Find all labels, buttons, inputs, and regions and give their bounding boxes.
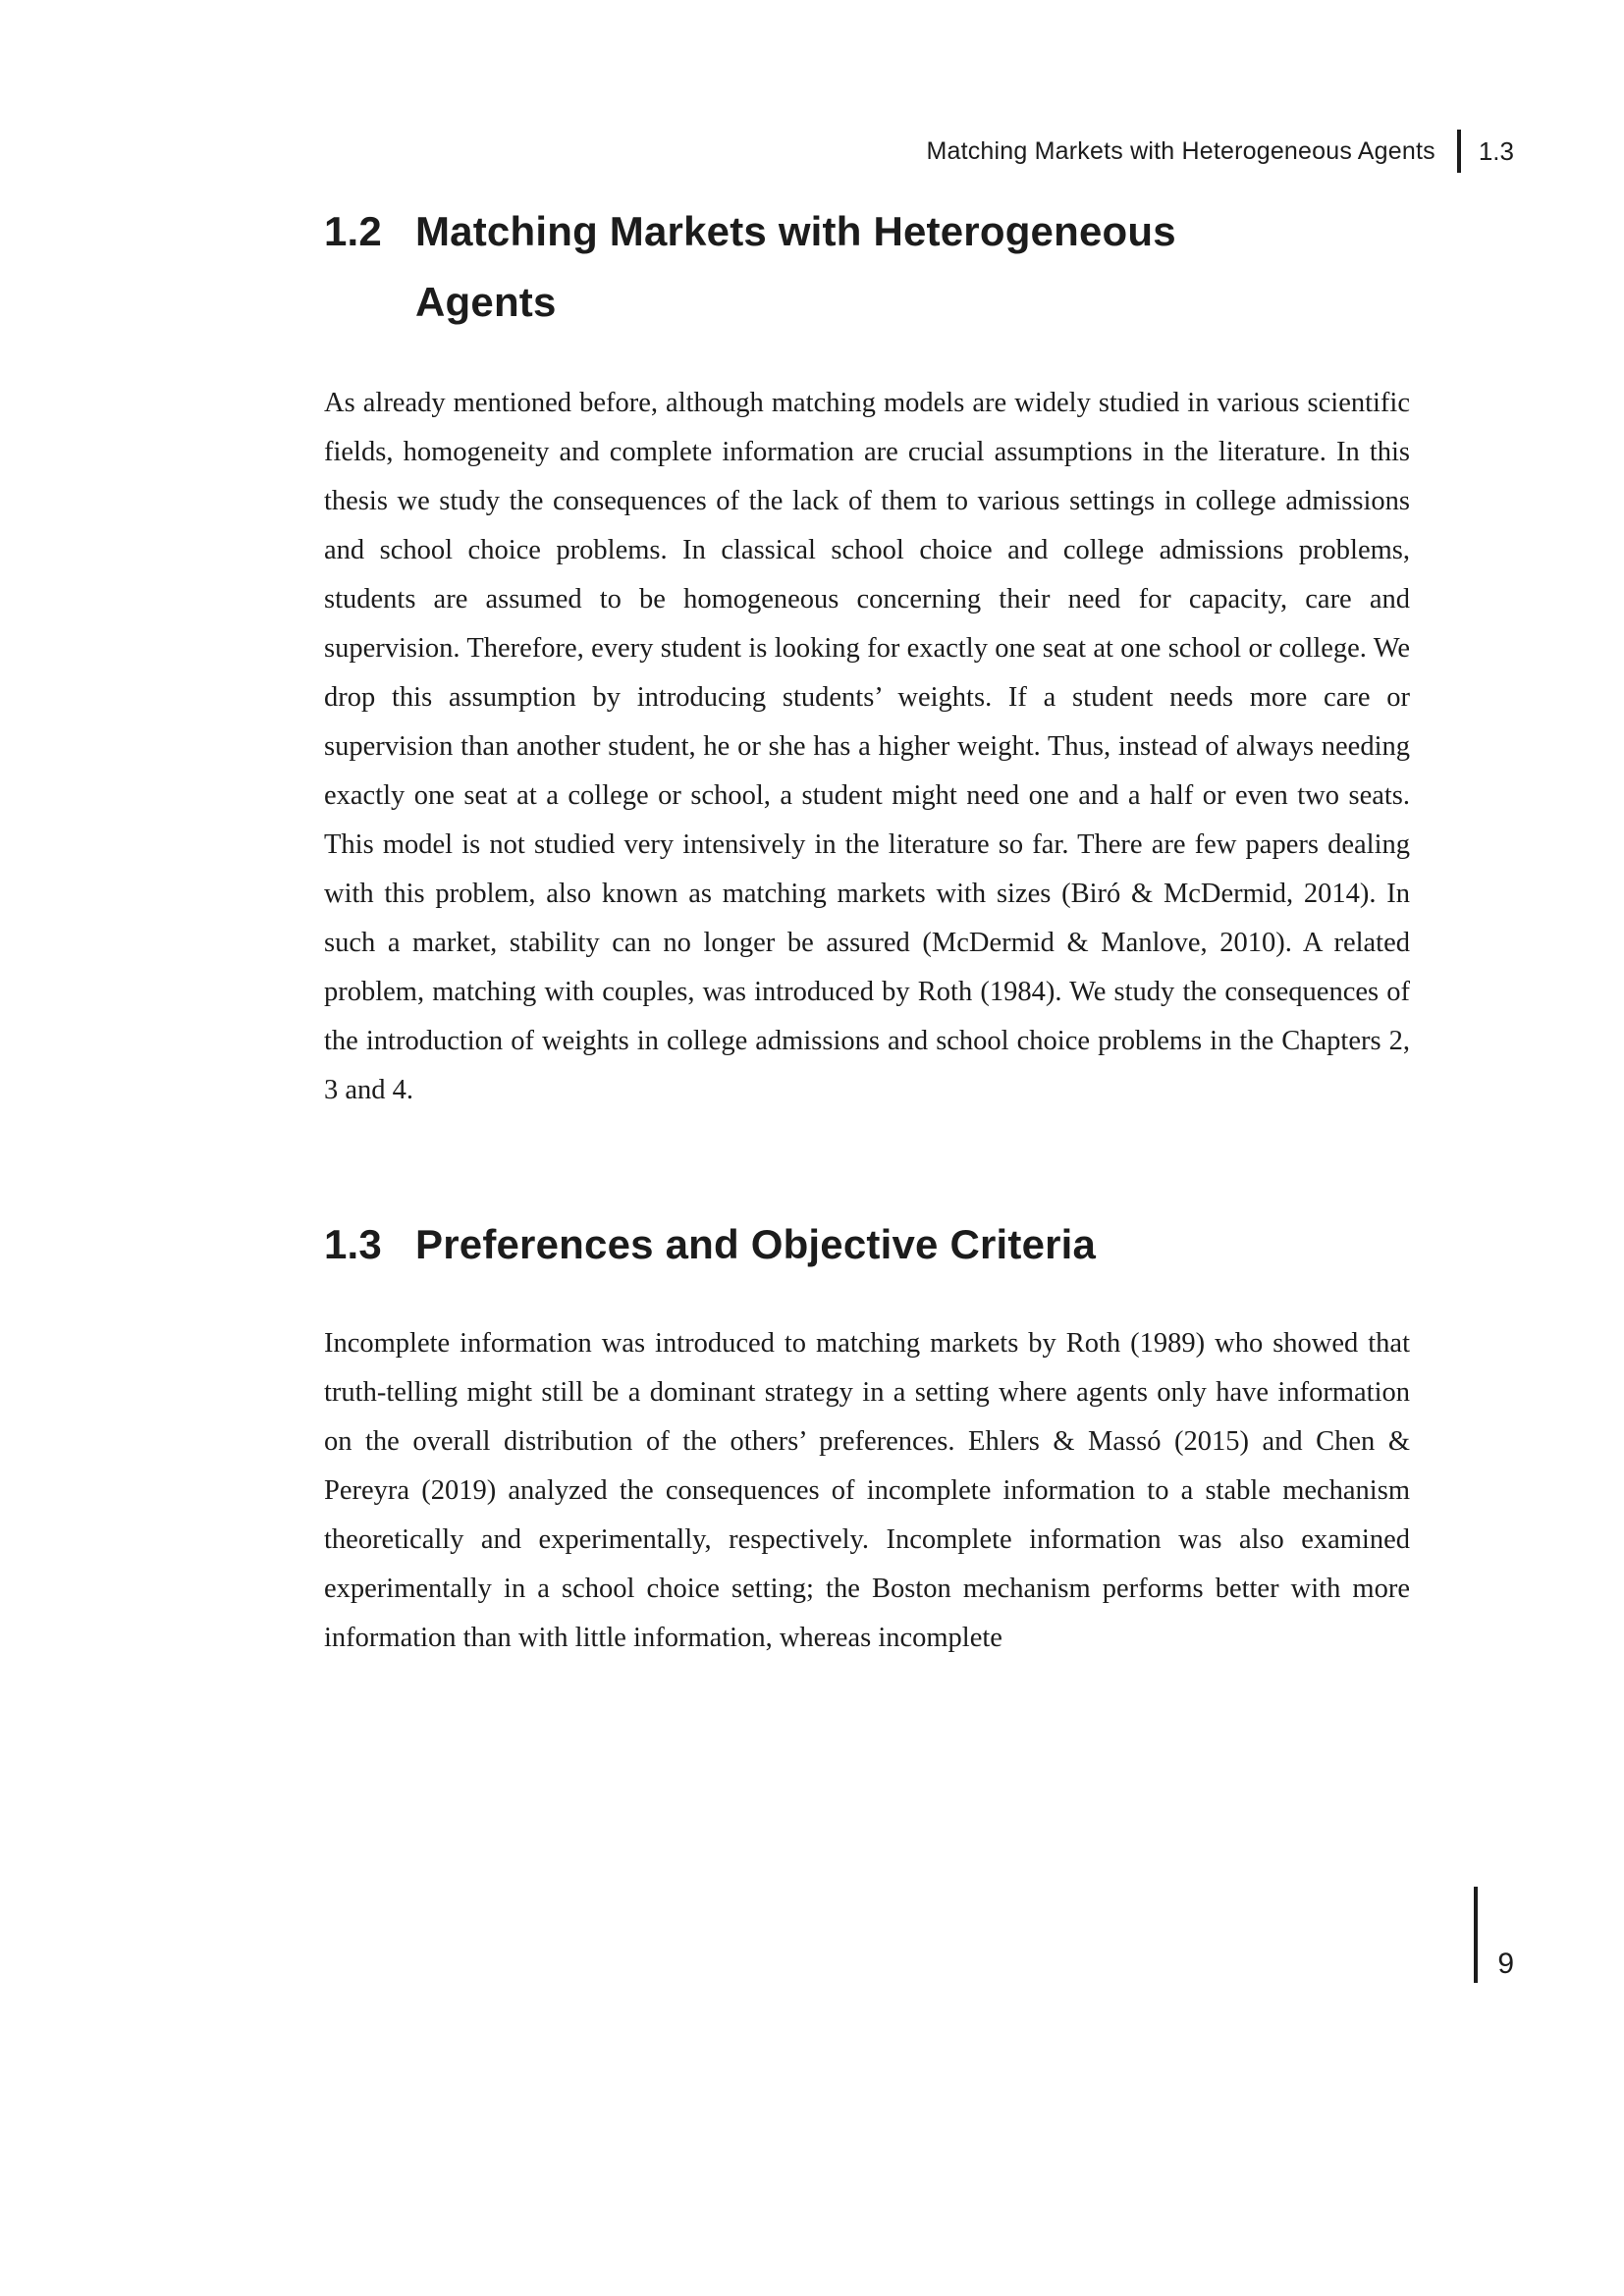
page-content xyxy=(324,0,1410,1663)
section-title-line: Agents xyxy=(415,279,557,325)
section-number: 1.3 xyxy=(324,1221,382,1267)
section-heading-1-2 xyxy=(324,196,1410,338)
section-title xyxy=(415,1209,1096,1280)
section-heading-1-3 xyxy=(324,1209,1410,1280)
page-number: 9 xyxy=(1497,1948,1514,1980)
section-title xyxy=(415,196,1176,338)
section-1-3-paragraph: Incomplete information was introduced to matching markets by Roth (1989) who showed that truth-telling might still be a dominant strategy in a setting where agents only have information on the overall distribution of the others’ preferences. Ehlers & Massó (2015) and Chen & Pereyra (2019) analyzed the consequences of incomplete information to a stable mechanism theoretically and experimentally, respectively. Incomplete information was also examined experimentally in a school choice setting; the Boston mechanism performs better with more information than with little information, whereas incomplete xyxy=(324,1328,1410,1653)
page-number-divider-rule xyxy=(1474,1887,1478,1983)
header-section-number: 1.3 xyxy=(1478,135,1514,166)
running-title: Matching Markets with Heterogeneous Agents xyxy=(926,136,1435,165)
page-number-block xyxy=(1474,1887,1514,1983)
header-divider-rule xyxy=(1457,130,1461,173)
section-number: 1.2 xyxy=(324,208,382,254)
section-title-line: Matching Markets with Heterogeneous xyxy=(415,208,1176,254)
section-1-2-paragraph: As already mentioned before, although matching models are widely studied in various scientific fields, homogeneity and complete information are crucial assumptions in the literature. In this thesis we study the consequences of the lack of them to various settings in college admissions and school choice problems. In classical school choice and college admissions problems, students are assumed to be homogeneous concerning their need for capacity, care and supervision. Therefore, every student is looking for exactly one seat at one school or college. We drop this assumption by introducing students’ weights. If a student needs more care or supervision than another student, he or she has a higher weight. Thus, instead of always needing exactly one seat at a college or school, a student might need one and a half or even two seats. This model is not studied very intensively in the literature so far. There are few papers dealing with this problem, also known as matching markets with sizes (Biró & McDermid, 2014). In such a market, stability can no longer be assured (McDermid & Manlove, 2010). A related problem, matching with couples, was introduced by Roth (1984). We study the consequences of the introduction of weights in college admissions and school choice problems in the Chapters 2, 3 and 4. xyxy=(324,388,1410,1105)
section-title-line: Preferences and Objective Criteria xyxy=(415,1221,1097,1267)
